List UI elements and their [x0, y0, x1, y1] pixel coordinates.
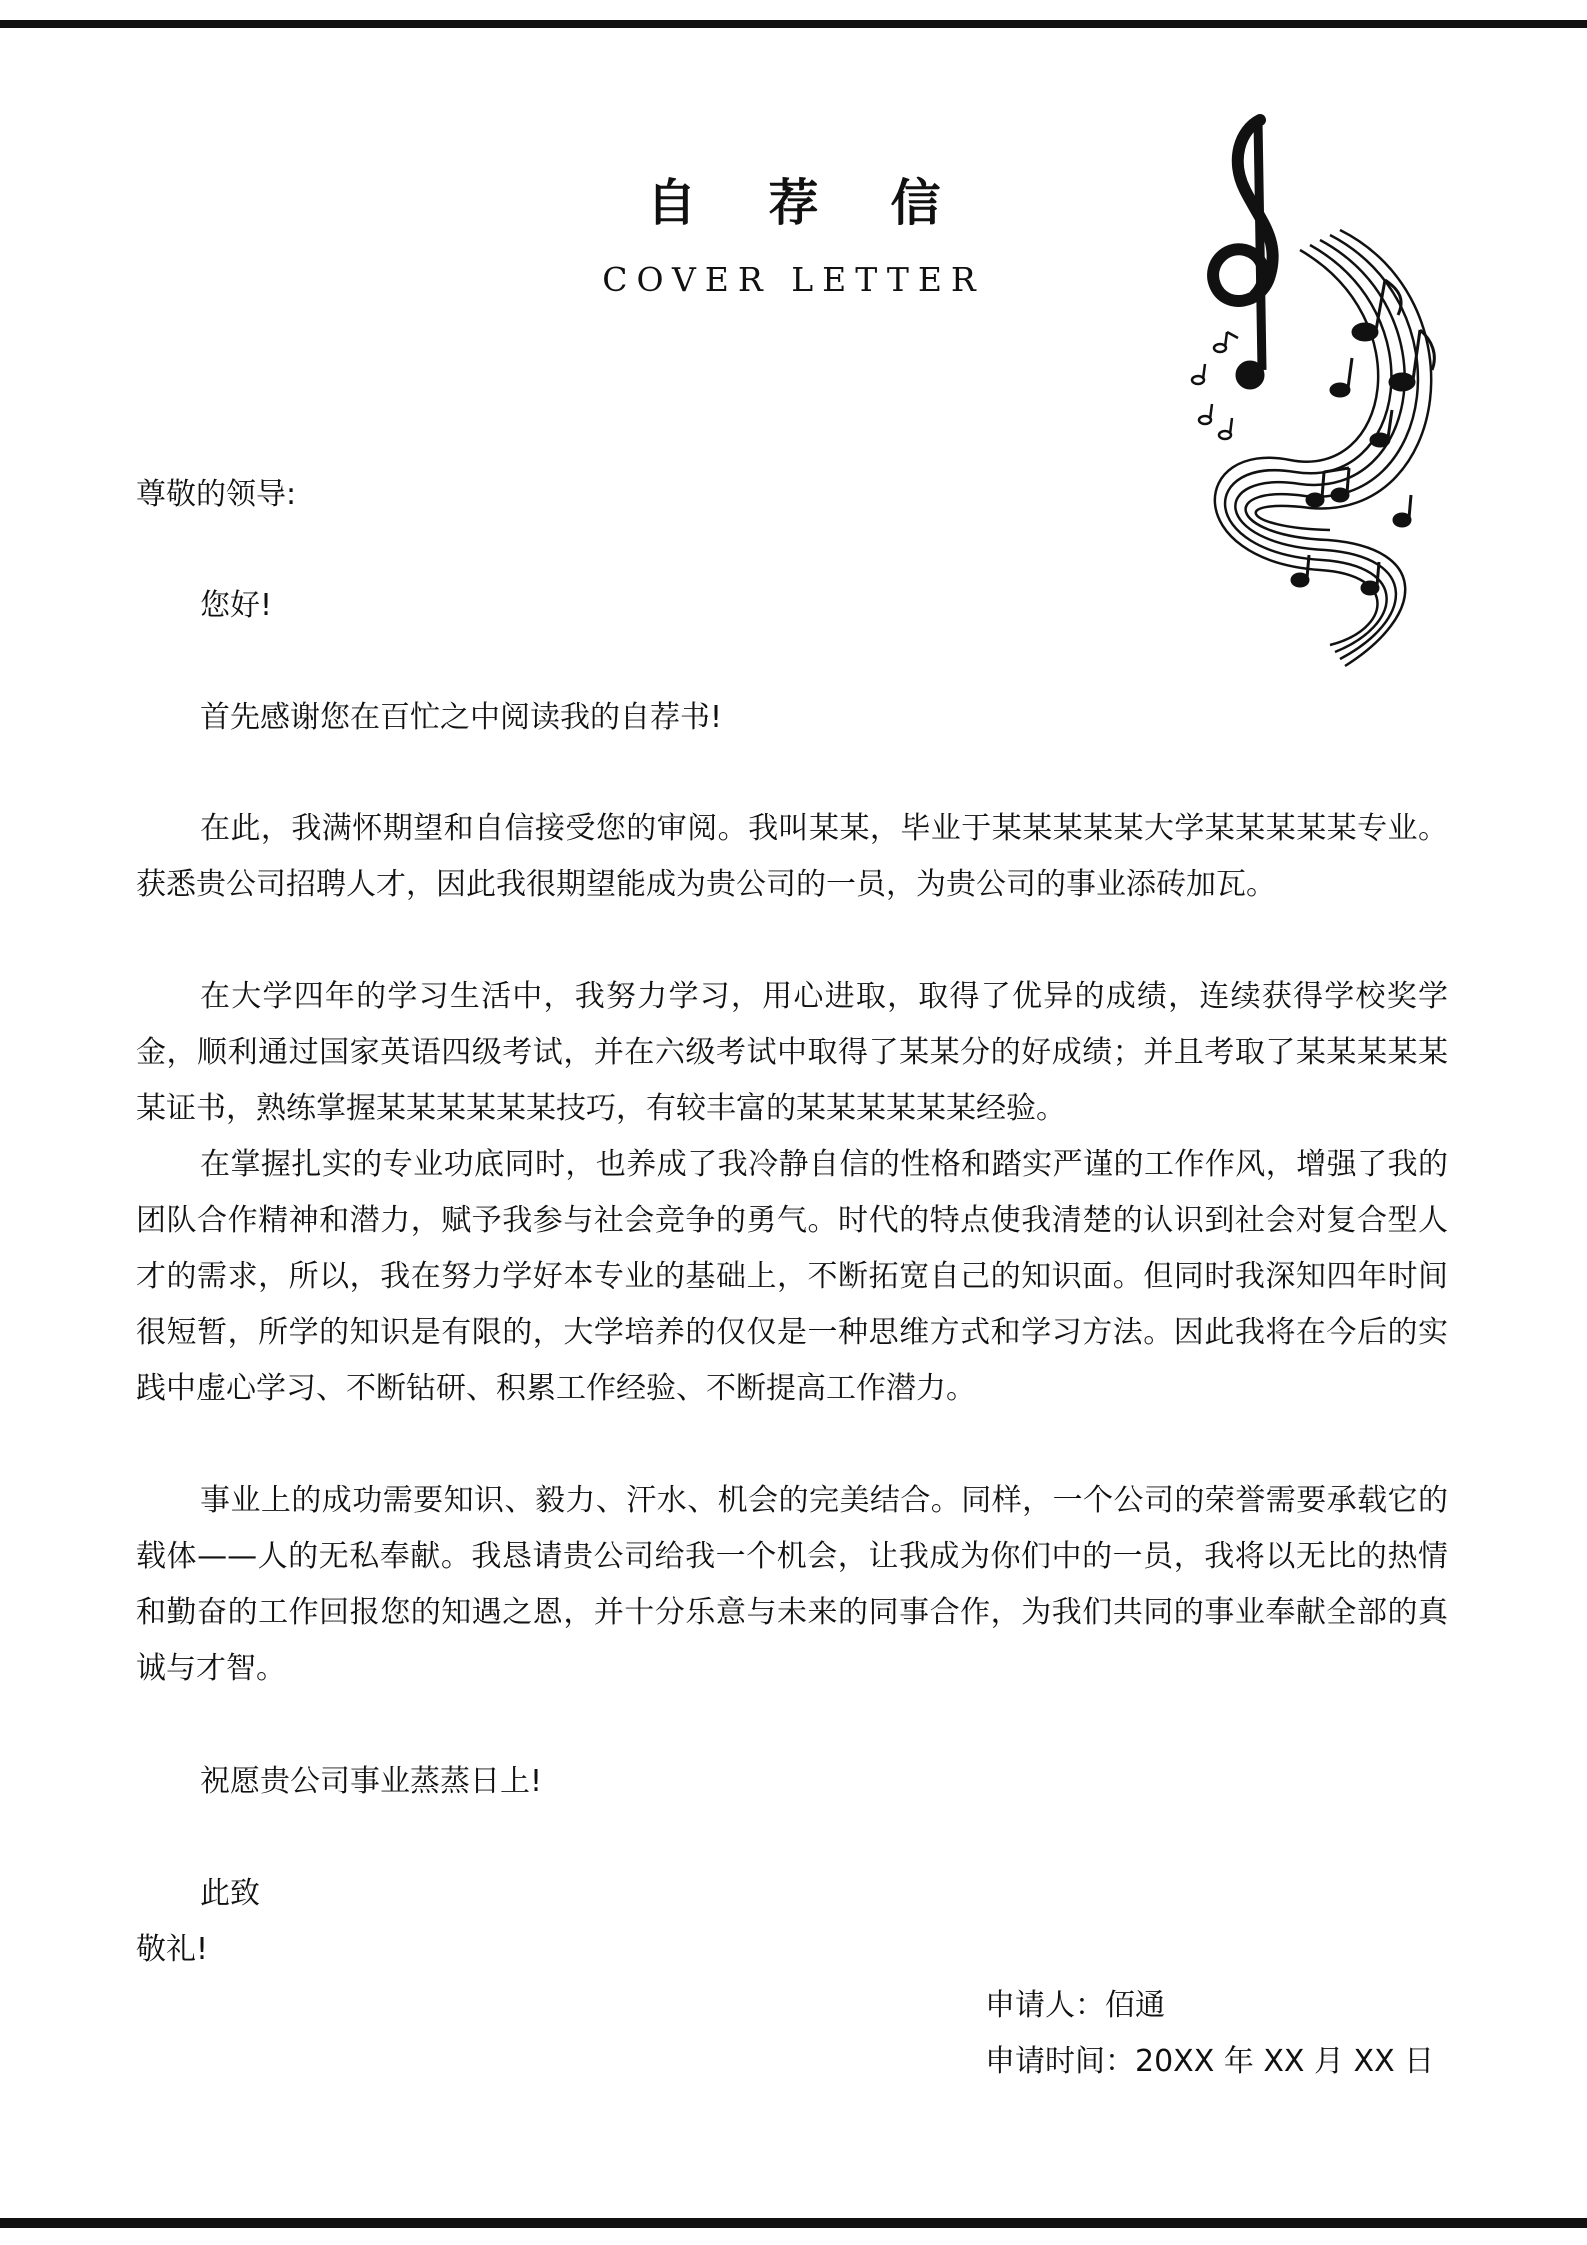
- top-border: [0, 20, 1587, 28]
- paragraph-request: 事业上的成功需要知识、毅力、汗水、机会的完美结合。同样，一个公司的荣誉需要承载它的载体——人的无私奉献。我恳请贵公司给我一个机会，让我成为你们中的一员，我将以无比的热情和勤奋的工作回报您的知遇之恩，并十分乐意与未来的同事合作，为我们共同的事业奉献全部的真诚与才智。: [136, 1483, 1448, 1686]
- closing-line: 此致: [200, 1876, 260, 1911]
- title-char: 荐: [768, 173, 819, 232]
- bottom-border: [0, 2218, 1587, 2228]
- small-note-icons: [1192, 332, 1238, 439]
- music-notes-illustration: [1170, 100, 1470, 670]
- title-char: 自: [646, 173, 697, 232]
- applicant-name: 申请人：佰通: [985, 1988, 1165, 2023]
- wish-line: 祝愿贵公司事业蒸蒸日上!: [200, 1764, 543, 1799]
- salutation: 尊敬的领导:: [136, 477, 297, 512]
- title-char: 信: [890, 173, 941, 232]
- page-subtitle: COVER LETTER: [602, 260, 985, 299]
- regards-line: 敬礼!: [136, 1932, 209, 1967]
- paragraph-study: 在大学四年的学习生活中，我努力学习，用心进取，取得了优异的成绩，连续获得学校奖学金，顺利通过国家英语四级考试，并在六级考试中取得了某某分的好成绩；并且考取了某某某某某某证书，熟练掌握某某某某某某技巧，有较丰富的某某某某某某经验。: [136, 979, 1448, 1126]
- paragraph-character: 在掌握扎实的专业功底同时，也养成了我冷静自信的性格和踏实严谨的工作作风，增强了我的团队合作精神和潜力，赋予我参与社会竞争的勇气。时代的特点使我清楚的认识到社会对复合型人才的需求，所以，我在努力学好本专业的基础上，不断拓宽自己的知识面。但同时我深知四年时间很短暂，所学的知识是有限的，大学培养的仅仅是一种思维方式和学习方法。因此我将在今后的实践中虚心学习、不断钻研、积累工作经验、不断提高工作潜力。: [136, 1147, 1448, 1406]
- application-date: 申请时间：20XX 年 XX 月 XX 日: [985, 2044, 1435, 2079]
- paragraph-thanks: 首先感谢您在百忙之中阅读我的自荐书!: [200, 700, 723, 735]
- paragraph-intro: 在此，我满怀期望和自信接受您的审阅。我叫某某，毕业于某某某某某大学某某某某某专业。获悉贵公司招聘人才，因此我很期望能成为贵公司的一员，为贵公司的事业添砖加瓦。: [136, 811, 1448, 902]
- greeting: 您好!: [200, 588, 273, 623]
- treble-clef-icon: [1213, 120, 1273, 389]
